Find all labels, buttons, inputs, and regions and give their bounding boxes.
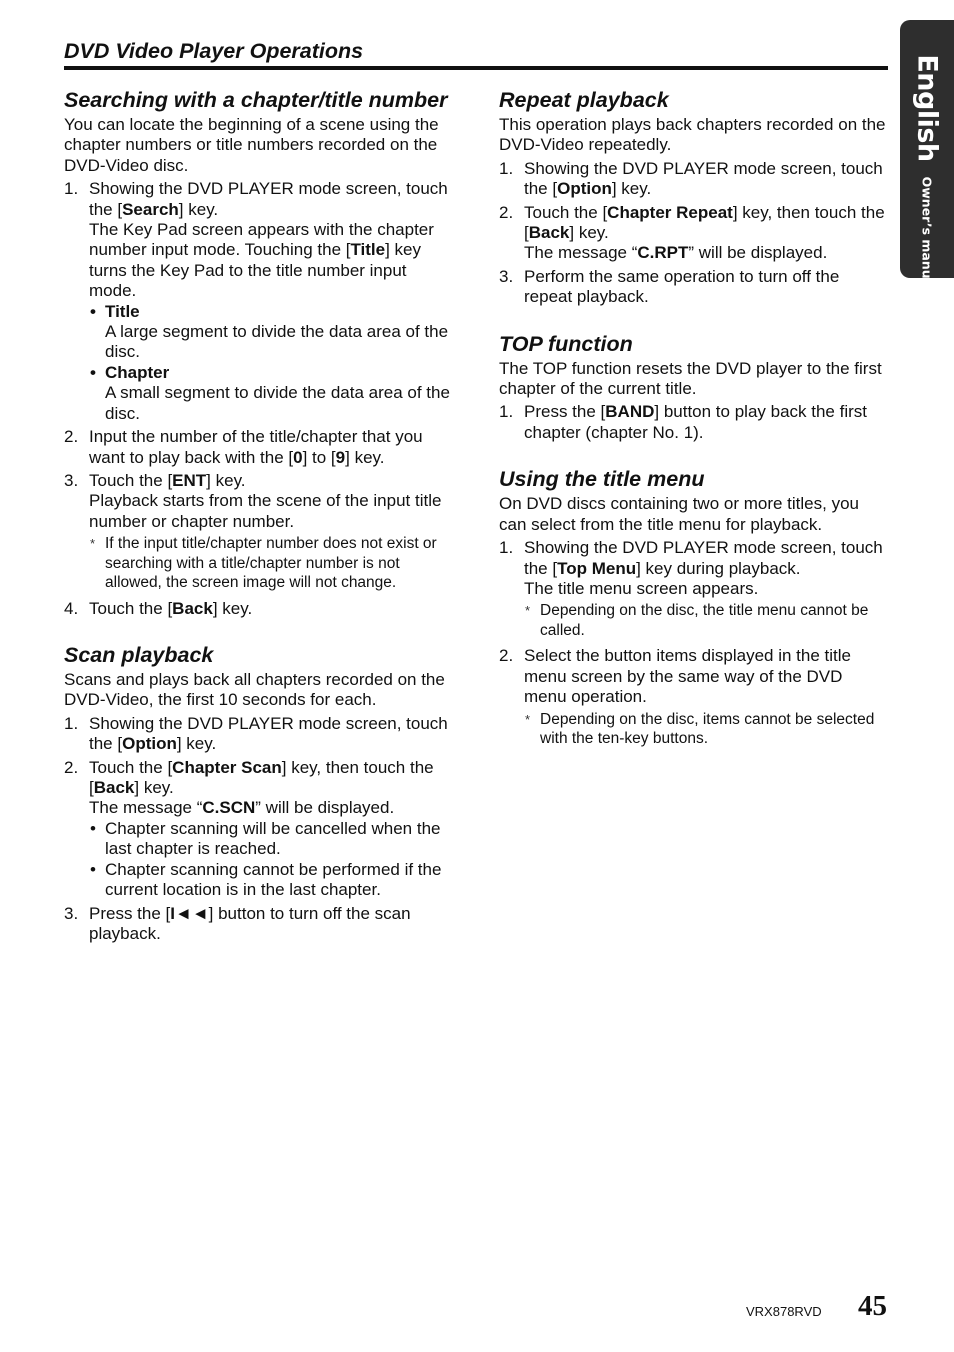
step-text: Showing the DVD PLAYER mode screen, touch the [ bbox=[89, 179, 448, 219]
scan-step-2 bbox=[64, 758, 456, 901]
step-number: 2. bbox=[64, 427, 79, 447]
step-text: ] key during playback. bbox=[636, 558, 801, 578]
step-number: 1. bbox=[64, 713, 79, 733]
bullet-icon: • bbox=[90, 859, 96, 879]
step-text: Showing the DVD PLAYER mode screen, touch the [ bbox=[89, 713, 448, 754]
section-repeat bbox=[499, 88, 889, 308]
key-label: Back bbox=[172, 598, 213, 618]
scan-intro: Scans and plays back all chapters recorded on the DVD-Video, the first 10 seconds for each. bbox=[64, 670, 445, 710]
bullet-icon: • bbox=[90, 362, 96, 382]
repeat-step-3 bbox=[499, 267, 889, 308]
term: Chapter bbox=[105, 362, 170, 382]
search-step-2 bbox=[64, 427, 456, 468]
term: Title bbox=[105, 301, 140, 321]
key-label: Chapter Scan bbox=[172, 757, 282, 777]
step-text: ] key. bbox=[611, 179, 652, 199]
step-text: Touch the [ bbox=[89, 470, 173, 490]
step-text: Touch the [ bbox=[524, 202, 608, 222]
bullet-icon: • bbox=[90, 301, 96, 321]
top-steps bbox=[499, 402, 889, 443]
step-text: ] key. bbox=[206, 470, 246, 490]
section-scan bbox=[64, 643, 456, 944]
top-intro: The TOP function resets the DVD player to the first chapter of the current title. bbox=[499, 358, 882, 399]
scan-heading: Scan playback bbox=[64, 643, 214, 668]
step-text: ] key. bbox=[178, 199, 219, 219]
key-label: Chapter Repeat bbox=[607, 202, 733, 222]
term-item-chapter bbox=[89, 363, 456, 424]
key-label: Back bbox=[93, 778, 135, 798]
step-text: ] key, then touch the [ bbox=[89, 757, 434, 798]
term-list bbox=[89, 302, 456, 424]
bullet-text: Chapter scanning cannot be performed if the current location is in the last chapter. bbox=[105, 859, 442, 900]
step-text: The Key Pad screen appears with the chapter number input mode. Touching the [ bbox=[89, 220, 434, 260]
step-text: Showing the DVD PLAYER mode screen, touch the [ bbox=[524, 538, 883, 578]
term-desc: A large segment to divide the data area of the disc. bbox=[105, 322, 449, 362]
step-text: Press the [ bbox=[524, 402, 606, 422]
menu-heading: Using the title menu bbox=[499, 467, 705, 492]
key-label: 0 bbox=[293, 447, 303, 467]
section-top bbox=[499, 332, 889, 444]
asterisk-icon: * bbox=[90, 536, 96, 552]
repeat-heading: Repeat playback bbox=[499, 88, 669, 112]
bullet-icon: • bbox=[90, 818, 96, 838]
page-title: DVD Video Player Operations bbox=[64, 39, 364, 63]
key-label: Option bbox=[557, 179, 612, 199]
section-search bbox=[64, 88, 456, 619]
note-text: Depending on the disc, items cannot be selected with the ten-key buttons. bbox=[540, 710, 875, 748]
owners-manual-label: Owner’s manual bbox=[919, 176, 935, 292]
note-text: Depending on the disc, the title menu cannot be called. bbox=[540, 602, 869, 639]
key-label: Title bbox=[350, 240, 386, 260]
step-text: Showing the DVD PLAYER mode screen, touch the [ bbox=[524, 158, 883, 199]
step-text: Touch the [ bbox=[89, 757, 173, 777]
message-label: C.RPT bbox=[637, 243, 689, 263]
step-text: Perform the same operation to turn off the repeat playback. bbox=[524, 266, 840, 307]
step-text: ] key, then touch the [ bbox=[524, 202, 885, 243]
menu-step-1 bbox=[499, 538, 889, 640]
key-label: Search bbox=[122, 199, 179, 219]
bullet-text: Chapter scanning will be cancelled when the last chapter is reached. bbox=[105, 818, 441, 859]
repeat-step-1 bbox=[499, 159, 889, 200]
step-number: 2. bbox=[64, 757, 79, 777]
step-text: Touch the [ bbox=[89, 598, 173, 618]
step-text: Press the [ bbox=[89, 903, 171, 923]
prev-track-icon: I◄◄ bbox=[170, 903, 209, 923]
model-number: VRX878RVD bbox=[746, 1304, 822, 1319]
step-text: ] key. bbox=[134, 778, 174, 798]
scan-step-1 bbox=[64, 714, 456, 755]
menu-intro: On DVD discs containing two or more titles, you can select from the title menu for playback. bbox=[499, 494, 859, 534]
step-text: The message “ bbox=[524, 243, 638, 263]
step-number: 3. bbox=[499, 266, 514, 286]
scan-bullet bbox=[89, 819, 456, 860]
step-number: 1. bbox=[499, 538, 514, 558]
step-text: ] key. bbox=[345, 447, 385, 467]
scan-bullet bbox=[89, 860, 456, 901]
left-column bbox=[64, 88, 456, 968]
language-tab bbox=[900, 20, 954, 292]
step-number: 1. bbox=[64, 179, 79, 199]
step-number: 3. bbox=[64, 470, 79, 490]
key-label: 9 bbox=[335, 447, 346, 467]
repeat-intro: This operation plays back chapters recorded on the DVD-Video repeatedly. bbox=[499, 115, 886, 155]
key-label: Top Menu bbox=[557, 558, 637, 578]
step-number: 4. bbox=[64, 598, 79, 618]
key-label: Back bbox=[528, 223, 570, 243]
step-text: ] button to play back the first chapter (chapter No. 1). bbox=[524, 402, 867, 442]
step-number: 1. bbox=[499, 158, 514, 178]
top-heading: TOP function bbox=[499, 331, 633, 356]
step-text: The message “ bbox=[89, 798, 203, 818]
scan-step-3 bbox=[64, 904, 456, 945]
step-number: 3. bbox=[64, 903, 79, 923]
page-header bbox=[64, 38, 888, 70]
top-step-1 bbox=[499, 402, 889, 443]
step-text: ” will be displayed. bbox=[688, 243, 828, 263]
step-number: 2. bbox=[499, 646, 514, 666]
step-text: ] key. bbox=[569, 223, 609, 243]
key-label: ENT bbox=[172, 470, 207, 490]
section-title-menu bbox=[499, 467, 889, 748]
key-label: BAND bbox=[605, 402, 655, 422]
search-steps bbox=[64, 179, 456, 619]
search-intro: You can locate the beginning of a scene using the chapter numbers or title numbers recorded on the DVD-Video disc. bbox=[64, 115, 439, 175]
note bbox=[524, 601, 889, 640]
scan-steps bbox=[64, 714, 456, 944]
right-column bbox=[499, 88, 889, 773]
search-step-1 bbox=[64, 179, 456, 424]
step-text: ” will be displayed. bbox=[255, 798, 395, 818]
step-number: 2. bbox=[499, 202, 514, 222]
search-step-3 bbox=[64, 471, 456, 593]
page-number: 45 bbox=[858, 1290, 887, 1322]
term-item-title bbox=[89, 302, 456, 363]
step-text: ] to [ bbox=[302, 447, 336, 467]
search-heading: Searching with a chapter/title number bbox=[64, 88, 448, 112]
menu-steps bbox=[499, 538, 889, 748]
key-label: Option bbox=[122, 734, 177, 754]
step-text: ] button to turn off the scan playback. bbox=[89, 903, 411, 943]
menu-step-2 bbox=[499, 646, 889, 748]
note bbox=[89, 534, 456, 593]
note-text: If the input title/chapter number does not exist or searching with a title/chapter number is not allowed, the screen image will not change. bbox=[105, 535, 437, 592]
step-text: ] key. bbox=[176, 734, 217, 754]
repeat-step-2 bbox=[499, 203, 889, 264]
message-label: C.SCN bbox=[202, 798, 256, 818]
note bbox=[524, 710, 889, 749]
repeat-steps bbox=[499, 159, 889, 308]
step-text: Input the number of the title/chapter that you want to play back with the [ bbox=[89, 427, 423, 467]
scan-bullet-list bbox=[89, 819, 456, 901]
term-desc: A small segment to divide the data area of the disc. bbox=[105, 383, 450, 423]
step-text: Playback starts from the scene of the input title number or chapter number. bbox=[89, 491, 442, 531]
step-text: ] key turns the Key Pad to the title number input mode. bbox=[89, 240, 422, 301]
step-text: The title menu screen appears. bbox=[524, 578, 759, 598]
step-number: 1. bbox=[499, 402, 514, 422]
asterisk-icon: * bbox=[525, 711, 531, 727]
step-text: ] key. bbox=[212, 598, 253, 618]
search-step-4 bbox=[64, 599, 456, 619]
asterisk-icon: * bbox=[525, 603, 531, 619]
language-label: English bbox=[911, 54, 943, 162]
step-text: Select the button items displayed in the title menu screen by the same way of the DVD menu operation. bbox=[524, 646, 851, 707]
